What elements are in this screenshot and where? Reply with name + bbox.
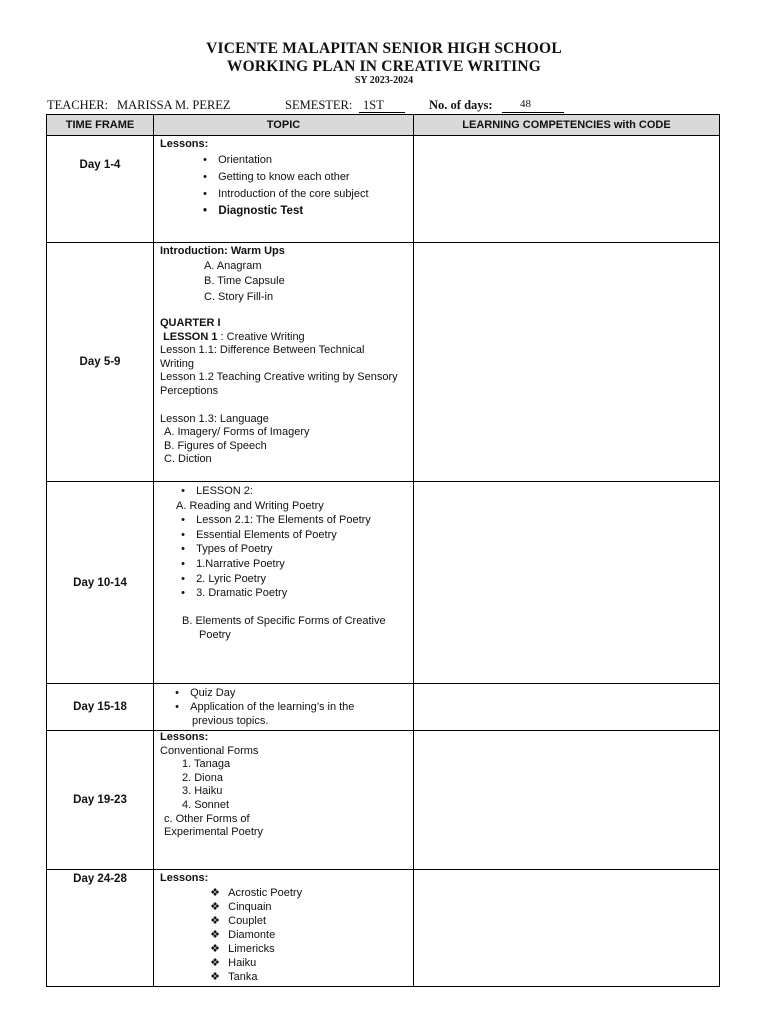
list-item: Experimental Poetry xyxy=(164,826,264,839)
list-item: • Lesson 2.1: The Elements of Poetry xyxy=(181,514,371,527)
time-frame-cell xyxy=(47,731,154,870)
list-item: A. Reading and Writing Poetry xyxy=(176,499,324,512)
list-item: 4. Sonnet xyxy=(182,798,230,811)
document-title: WORKING PLAN IN CREATIVE WRITING xyxy=(226,58,542,75)
time-frame-cell xyxy=(47,243,154,482)
school-name: VICENTE MALAPITAN SENIOR HIGH SCHOOL xyxy=(206,40,562,57)
list-item: C. Diction xyxy=(164,453,212,466)
list-item: • LESSON 2: xyxy=(181,485,253,497)
list-item: 2. Diona xyxy=(182,771,223,784)
list-item: B. Elements of Specific Forms of Creative xyxy=(182,614,386,627)
list-item: A. Imagery/ Forms of Imagery xyxy=(164,426,310,439)
table-header-row xyxy=(47,115,720,136)
lesson-line: Lesson 1.2 Teaching Creative writing by Sensory xyxy=(160,371,398,384)
header-time-frame: TIME FRAME xyxy=(47,115,154,136)
info-line xyxy=(47,98,747,114)
list-item: ❖ Limericks xyxy=(210,942,275,955)
table-row xyxy=(47,482,720,684)
intro-label: Introduction: Warm Ups xyxy=(160,245,285,257)
competencies-cell xyxy=(414,243,720,482)
table-row xyxy=(47,136,720,243)
teacher-name: MARISSA M. PEREZ xyxy=(117,98,231,112)
topic-cell xyxy=(154,684,414,731)
lesson-1-title: LESSON 1 : Creative Writing xyxy=(163,330,305,343)
lesson-line: Lesson 1.1: Difference Between Technical xyxy=(160,344,365,357)
competencies-cell xyxy=(414,731,720,870)
list-item: Poetry xyxy=(199,629,231,642)
school-year: SY 2023-2024 xyxy=(354,75,414,86)
semester-value: 1ST xyxy=(359,98,405,113)
header-competencies: LEARNING COMPETENCIES with CODE xyxy=(414,115,720,136)
table-row xyxy=(47,731,720,870)
table-row xyxy=(47,684,720,731)
lessons-label: Lessons: xyxy=(160,138,209,150)
days-value: 48 xyxy=(502,98,564,113)
time-frame-cell xyxy=(47,136,154,243)
list-item: • Diagnostic Test xyxy=(202,204,304,217)
time-frame-label: Day 5-9 xyxy=(79,356,121,368)
list-item: • 3. Dramatic Poetry xyxy=(181,587,288,600)
plan-table xyxy=(46,114,720,987)
time-frame-label: Day 1-4 xyxy=(79,159,121,171)
list-item: • 1.Narrative Poetry xyxy=(181,557,285,570)
document-header xyxy=(0,40,768,87)
table-row xyxy=(47,870,720,987)
list-item: previous topics. xyxy=(192,715,269,727)
competencies-cell xyxy=(414,136,720,243)
list-item: ❖ Acrostic Poetry xyxy=(210,886,303,899)
topic-cell xyxy=(154,870,414,987)
list-item: • Quiz Day xyxy=(175,687,236,699)
competencies-cell xyxy=(414,482,720,684)
lesson-line: Writing xyxy=(160,357,195,370)
competencies-cell xyxy=(414,870,720,987)
header-topic: TOPIC xyxy=(154,115,414,136)
lesson-line: Lesson 1.3: Language xyxy=(160,412,269,425)
lesson-line: Perceptions xyxy=(160,385,219,398)
list-item: 1. Tanaga xyxy=(182,758,231,771)
list-item: B. Time Capsule xyxy=(204,275,285,288)
competencies-cell xyxy=(414,684,720,731)
topic-cell xyxy=(154,243,414,482)
conventional-forms-label: Conventional Forms xyxy=(160,744,259,757)
time-frame-cell xyxy=(47,684,154,731)
time-frame-cell xyxy=(47,870,154,987)
lessons-label: Lessons: xyxy=(160,731,209,743)
list-item: ❖ Haiku xyxy=(210,956,257,969)
list-item: B. Figures of Speech xyxy=(164,439,267,452)
days-label: No. of days: xyxy=(429,98,493,112)
list-item: • Orientation xyxy=(203,153,272,166)
list-item: 3. Haiku xyxy=(182,785,223,798)
list-item: ❖ Tanka xyxy=(210,970,258,983)
list-item: • Getting to know each other xyxy=(203,170,350,183)
semester-label: SEMESTER: xyxy=(285,98,353,112)
list-item: ❖ Diamonte xyxy=(210,928,276,941)
list-item: c. Other Forms of xyxy=(164,812,250,825)
list-item: • Types of Poetry xyxy=(181,543,273,556)
teacher-label: TEACHER: xyxy=(47,98,109,112)
list-item: ❖ Cinquain xyxy=(210,900,272,913)
topic-cell xyxy=(154,482,414,684)
time-frame-cell xyxy=(47,482,154,684)
table-row xyxy=(47,243,720,482)
quarter-label: QUARTER I xyxy=(160,317,221,330)
list-item: • 2. Lyric Poetry xyxy=(181,572,267,585)
time-frame-label: Day 19-23 xyxy=(73,794,127,806)
time-frame-label: Day 10-14 xyxy=(73,576,127,589)
topic-cell xyxy=(154,136,414,243)
list-item: A. Anagram xyxy=(204,259,262,272)
list-item: • Introduction of the core subject xyxy=(203,187,369,200)
topic-cell xyxy=(154,731,414,870)
time-frame-label: Day 24-28 xyxy=(73,873,127,885)
list-item: ❖ Couplet xyxy=(210,914,267,927)
list-item: • Application of the learning’s in the xyxy=(175,701,355,713)
list-item: C. Story Fill-in xyxy=(204,290,274,303)
list-item: • Essential Elements of Poetry xyxy=(181,528,337,541)
time-frame-label: Day 15-18 xyxy=(73,701,127,713)
lessons-label: Lessons: xyxy=(160,872,209,884)
